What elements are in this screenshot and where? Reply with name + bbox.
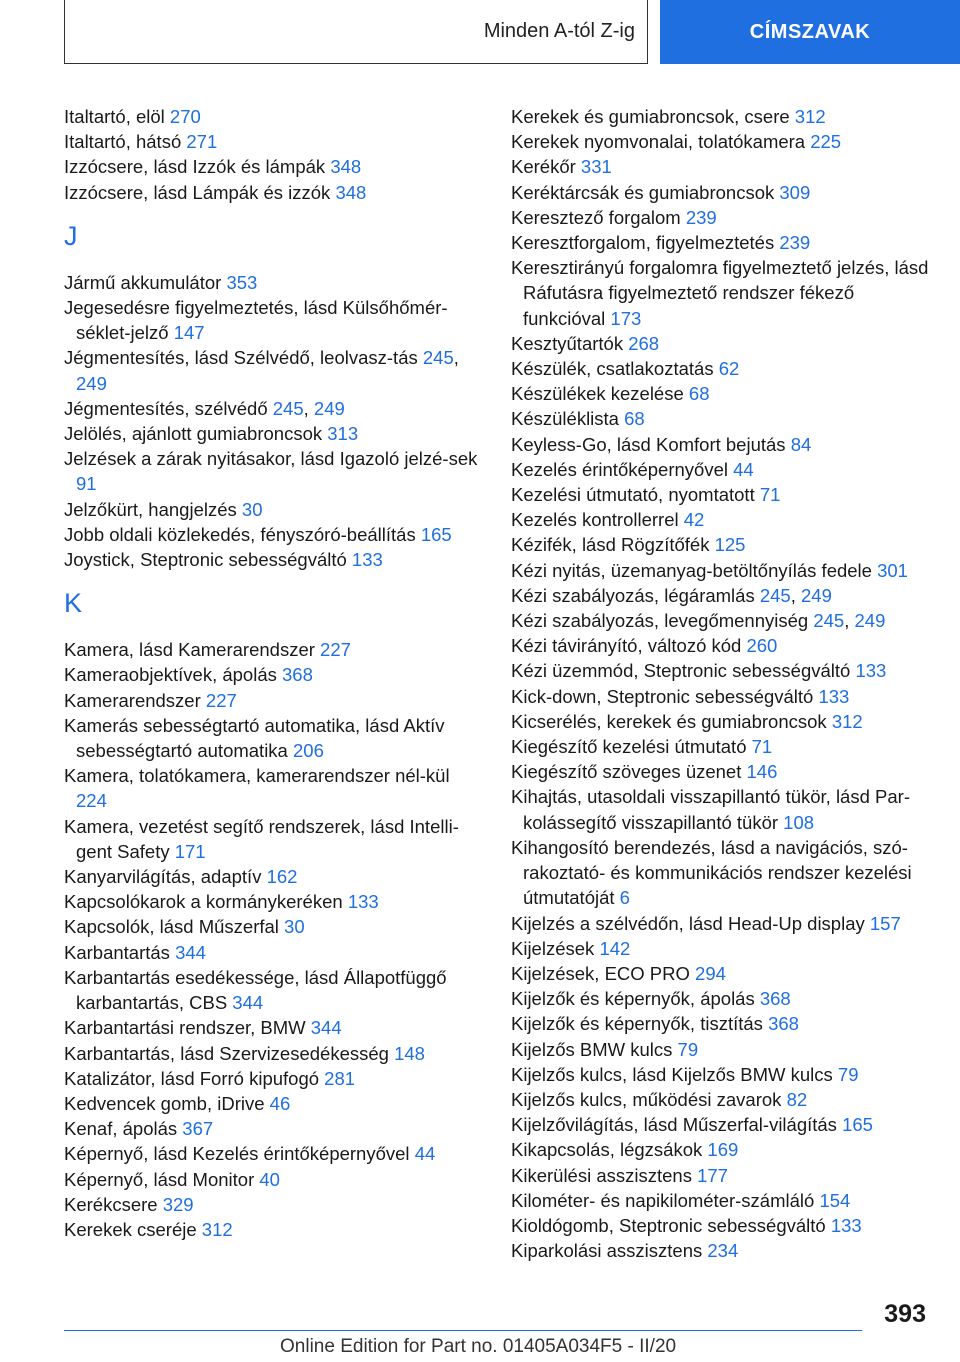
index-entry [511,532,941,557]
index-entry-term: Keresztirányú forgalomra figyelmeztető jelzés, lásd Ráfutásra figyelmeztető rendszer fékező funkcióval [511,257,929,329]
index-entry-term: Kapcsolókarok a kormánykeréken [64,891,348,913]
index-letter-heading: J [64,220,78,251]
page-reference-link[interactable]: 165 [420,523,452,545]
index-entry [64,1116,484,1141]
index-entry-term: Kikapcsolás, légzsákok [511,1139,708,1161]
page-reference-link[interactable]: 79 [837,1063,859,1085]
page-reference-link[interactable]: 245 [422,347,454,369]
index-entry [511,835,941,911]
index-entry [511,331,941,356]
index-entry [511,1087,941,1112]
page-reference-link[interactable]: 154 [819,1189,851,1211]
index-entry [64,889,484,914]
index-entry-term: Karbantartás esedékessége, lásd Állapotfüggő karbantartás, CBS [64,966,447,1014]
page-reference-link[interactable]: 268 [628,332,660,354]
index-entry [511,759,941,784]
index-entry-term: Kijelzős kulcs, működési zavarok [511,1088,787,1110]
page-reference-link[interactable]: 367 [182,1118,214,1140]
index-entry-term: Képernyő, lásd Kezelés érintőképernyővel [64,1143,415,1165]
page-reference-link[interactable]: 270 [169,106,201,127]
index-entry [511,1011,941,1036]
page-reference-link[interactable]: 44 [414,1143,436,1165]
index-entry-term: Készüléklista [511,408,625,430]
index-entry [511,1037,941,1062]
index-entry-term: Kihangosító berendezés, lásd a navigációs, szó-rakoztató- és kommunikációs rendszer kezelési útmutatóját [511,836,912,909]
page-reference-link[interactable]: 245 [272,397,304,419]
page-reference-link[interactable]: 133 [830,1214,862,1236]
page-reference-link[interactable]: 344 [232,992,264,1014]
index-entry-term: Jégmentesítés, szélvédő [64,397,273,419]
index-entry [511,457,941,482]
index-entry-term: Karbantartási rendszer, BMW [64,1017,311,1039]
index-entry-term: Izzócsere, lásd Lámpák és izzók [64,181,336,203]
index-entry-term: Kihajtás, utasoldali visszapillantó tükör, lásd Par-kolássegítő visszapillantó tükör [511,786,910,833]
index-entry [511,205,941,230]
index-entry [511,129,941,154]
page-reference-link[interactable]: 162 [266,866,298,888]
index-entry [511,1062,941,1087]
index-entry-term: Jelzések a zárak nyitásakor, lásd Igazoló jelzé-sek [64,448,478,470]
index-entry-term: Keréktárcsák és gumiabroncsok [511,181,780,203]
index-entry [511,104,941,129]
footer-divider [64,1330,862,1331]
page-reference-link[interactable]: 312 [794,106,826,127]
index-entry [64,295,484,345]
index-entry [511,1238,941,1263]
index-entry-term: Kapcsolók, lásd Műszerfal [64,916,285,938]
index-entry-term: Kerekek és gumiabroncsok, csere [511,106,795,127]
page-reference-link[interactable]: 6 [619,887,630,909]
page-reference-link[interactable]: 245 [759,584,791,606]
index-entry-term: Kijelzés a szélvédőn, lásd Head-Up display [511,912,870,934]
index-entry-term: Kicserélés, kerekek és gumiabroncsok [511,710,832,732]
index-entry-term: Jegesedésre figyelmeztetés, lásd Külsőhőmér-séklet-jelző [64,297,448,344]
index-entry-term: Kezelés kontrollerrel [511,509,684,531]
index-entry [511,482,941,507]
page-reference-link[interactable]: 42 [683,509,705,531]
index-entry-term: Karbantartás, lásd Szervizesedékesség [64,1042,395,1064]
page-reference-link[interactable]: 108 [783,811,815,833]
page-reference-link[interactable]: 281 [324,1067,356,1089]
index-entry [511,911,941,936]
page-reference-link[interactable]: 313 [327,423,359,445]
page-reference-link[interactable]: 206 [293,740,324,762]
index-entry-term: Keyless-Go, lásd Komfort bejutás [511,433,791,455]
page-reference-link[interactable]: 368 [759,988,791,1010]
index-entry [64,421,484,446]
page-reference-link[interactable]: 177 [697,1164,728,1186]
index-entry [511,961,941,986]
page-reference-link[interactable]: 30 [241,498,263,520]
page-reference-link[interactable]: 146 [746,761,778,783]
page-reference-link[interactable]: 301 [877,559,908,581]
index-entry [511,1137,941,1162]
index-entry-term: Kijelzős BMW kulcs [511,1038,678,1060]
index-entry [511,432,941,457]
index-entry [511,356,941,381]
page-reference-link[interactable]: 68 [688,383,710,405]
page-reference-link[interactable]: 91 [76,473,97,495]
index-entry [64,1041,484,1066]
index-entry-term: Kamera, tolatókamera, kamerarendszer nél-kül [64,765,450,787]
index-entry [64,864,484,889]
index-entry-term: Kézi nyitás, üzemanyag-betöltőnyílás fedele [511,559,878,581]
index-entry-term: Kijelzések, ECO PRO [511,962,696,984]
index-entry [511,1213,941,1238]
index-entry-term: Kezelés érintőképernyővel [511,458,734,480]
index-entry-term: Jármű akkumulátor [64,271,227,293]
index-entry [511,784,941,834]
index-entry [64,1091,484,1116]
index-entry [511,684,941,709]
page-reference-link[interactable]: 271 [186,131,218,153]
index-entry [511,658,941,683]
index-entry-term: Kijelzők és képernyők, ápolás [511,988,760,1010]
index-entry [511,1188,941,1213]
index-entry [64,104,484,129]
index-entry: Kézi szabályozás, légáramlás 245, 249 [511,584,832,606]
index-entry [511,180,941,205]
page-reference-link[interactable]: 169 [707,1139,739,1161]
page-reference-link[interactable]: 44 [733,458,754,480]
page-reference-link[interactable]: 171 [174,840,206,862]
page-reference-link[interactable]: 71 [751,736,773,758]
index-entry [511,558,941,583]
index-entry [64,270,484,295]
index-entry-term: Kioldógomb, Steptronic sebességváltó [511,1214,831,1236]
index-entry [64,446,484,496]
index-entry-term: Karbantartás [64,941,176,963]
page-reference-link[interactable]: 309 [779,181,811,203]
page-reference-link[interactable]: 84 [790,433,812,455]
index-entry-term: Kamerarendszer [64,689,206,711]
index-entry [64,154,484,179]
page-reference-link[interactable]: 165 [842,1114,873,1136]
index-column-left [64,104,484,1242]
index-entry-term: Kedvencek gomb, iDrive [64,1092,270,1114]
index-entry [511,406,941,431]
page-reference-link[interactable]: 353 [226,271,258,293]
page-reference-link[interactable]: 227 [205,689,237,711]
index-entry-term: Kijelzések [511,937,600,959]
page-reference-link[interactable]: 249 [76,372,107,394]
page-reference-link[interactable]: 79 [677,1038,699,1060]
index-entry [64,1015,484,1040]
index-entry [511,154,941,179]
page-reference-link[interactable]: 368 [282,664,313,686]
page-reference-link[interactable]: 249 [313,397,345,419]
index-entry-term: Kézi szabályozás, levegőmennyiség [511,610,814,632]
page-reference-link[interactable]: 368 [768,1013,799,1035]
page-reference-link[interactable]: 147 [173,322,205,344]
page-reference-link[interactable]: 249 [801,584,832,606]
index-entry [64,1217,484,1242]
page-reference-link[interactable]: 260 [746,635,778,657]
index-entry [511,255,941,331]
index-entry-term: Izzócsere, lásd Izzók és lámpák [64,156,331,178]
index-entry-term: Kezelési útmutató, nyomtatott [511,484,760,506]
page-reference-link[interactable]: 227 [320,639,351,661]
index-entry [511,986,941,1011]
page-reference-link[interactable]: 249 [854,610,886,632]
index-entry-term: Készülék, csatlakoztatás [511,358,719,380]
index-entry-term: Kikerülési asszisztens [511,1164,698,1186]
page-reference-link[interactable]: 348 [335,181,367,203]
index-entry-term: Képernyő, lásd Monitor [64,1168,260,1190]
index-entry [64,1192,484,1217]
page-reference-link[interactable]: 329 [162,1193,194,1215]
index-entry-term: Kilométer- és napikilométer-számláló [511,1189,820,1211]
index-column-right [511,104,941,1263]
index-entry [64,662,484,687]
index-entry [511,734,941,759]
index-entry-term: Jelölés, ajánlott gumiabroncsok [64,423,328,445]
page-reference-link[interactable]: 68 [624,408,645,430]
header-section-title: Minden A-tól Z-ig [483,20,635,42]
index-entry [64,547,484,572]
index-entry-term: Keresztező forgalom [511,206,686,228]
index-entry-term: Kesztyűtartók [511,332,629,354]
index-entry-term: Jelzőkürt, hangjelzés [64,498,242,520]
index-entry-term: Jobb oldali közlekedés, fényszóró-beállítás [64,523,421,545]
index-entry-term: Kick-down, Steptronic sebességváltó [511,685,819,707]
index-entry [64,1066,484,1091]
index-entry [64,637,484,662]
page-reference-link[interactable]: 82 [786,1088,808,1110]
index-entry-term: Kerékőr [511,156,581,178]
page-reference-link[interactable]: 245 [813,610,845,632]
index-entry [511,633,941,658]
index-entry [511,381,941,406]
index-entry-term: Kerekek cseréje [64,1218,202,1240]
index-entry [511,1163,941,1188]
index-entry [64,522,484,547]
footer-text: Online Edition for Part no. 01405A034F5 - II/20 [280,1336,677,1357]
index-entry-term: Joystick, Steptronic sebességváltó [64,549,352,571]
page-reference-link[interactable]: 71 [759,484,781,506]
index-entry [511,507,941,532]
index-entry [64,180,484,205]
index-entry-term: Kenaf, ápolás [64,1118,183,1140]
page-reference-link[interactable]: 239 [779,232,811,254]
index-entry [511,936,941,961]
page-reference-link[interactable]: 30 [284,916,305,938]
page-reference-link[interactable]: 148 [394,1042,425,1064]
page-reference-link[interactable]: 331 [580,156,612,178]
index-entry [511,230,941,255]
index-entry-term: Kézi üzemmód, Steptronic sebességváltó [511,660,856,682]
page-reference-link[interactable]: 173 [610,307,642,329]
page-reference-link[interactable]: 344 [175,941,206,963]
index-entry [511,709,941,734]
index-entry-term: Kézifék, lásd Rögzítőfék [511,534,715,556]
header-section-tab [64,0,648,64]
index-entry [64,1141,484,1166]
index-entry-term: Kameraobjektívek, ápolás [64,664,283,686]
index-entry [64,1167,484,1192]
index-entry-term: Kijelzővilágítás, lásd Műszerfal-világítás [511,1114,843,1136]
index-entry-term: Kézi távirányító, változó kód [511,635,747,657]
index-entry-term: Kamera, lásd Kamerarendszer [64,639,321,661]
index-entry [64,814,484,864]
page-reference-link[interactable]: 133 [855,660,887,682]
index-entry-term: Italtartó, elöl [64,106,170,127]
index-entry [64,914,484,939]
page-number: 393 [884,1300,926,1328]
page-reference-link[interactable]: 239 [685,206,717,228]
page-reference-link[interactable]: 344 [310,1017,342,1039]
index-entry-term: Kamerás sebességtartó automatika, lásd Aktív sebességtartó automatika [64,714,445,762]
index-entry [64,713,484,763]
index-entry [64,497,484,522]
page-reference-link[interactable]: 224 [76,790,107,812]
index-entry-term: Kerekek nyomvonalai, tolatókamera [511,131,811,153]
page-reference-link[interactable]: 294 [695,962,726,984]
index-entry-term: Kanyarvilágítás, adaptív [64,866,267,888]
page-reference-link[interactable]: 133 [347,891,379,913]
page-reference-link[interactable]: 46 [269,1092,291,1114]
index-entry [511,1112,941,1137]
page-reference-link[interactable]: 348 [330,156,362,178]
page-reference-link[interactable]: 133 [351,549,383,571]
index-entry: Jégmentesítés, szélvédő 245, 249 [64,397,345,419]
index-entry-term: Katalizátor, lásd Forró kipufogó [64,1067,325,1089]
index-entry-term: Jégmentesítés, lásd Szélvédő, leolvasz-tás [64,347,423,369]
index-entry [64,940,484,965]
page-reference-link[interactable]: 133 [818,685,850,707]
index-entry [64,965,484,1015]
index-entry: Kézi szabályozás, levegőmennyiség 245, 249 [511,610,886,632]
index-entry-term: Kerékcsere [64,1193,163,1215]
index-entry-term: Kamera, vezetést segítő rendszerek, lásd Intelli-gent Safety [64,815,459,862]
index-entry-term: Kijelzős kulcs, lásd Kijelzős BMW kulcs [511,1063,838,1085]
page-reference-link[interactable]: 40 [259,1168,280,1190]
page-reference-link[interactable]: 157 [869,912,901,934]
index-entry [64,763,484,813]
index-entry-term: Kézi szabályozás, légáramlás [511,584,760,606]
index-entry [64,129,484,154]
page-reference-link[interactable]: 312 [201,1218,233,1240]
header-chapter-title: CÍMSZAVAK [749,20,871,43]
index-entry-term: Kijelzők és képernyők, tisztítás [511,1013,769,1035]
header-chapter-tab[interactable] [660,0,960,64]
index-entry-term: Keresztforgalom, figyelmeztetés [511,232,780,254]
index-letter-heading: K [64,588,83,619]
page-reference-link[interactable]: 62 [718,358,740,380]
page-reference-link[interactable]: 234 [707,1240,739,1262]
index-entry [64,688,484,713]
index-entry: Jégmentesítés, lásd Szélvédő, leolvasz-tás 245, 249 [64,347,459,394]
page-reference-link[interactable]: 125 [714,534,746,556]
index-entry-term: Készülékek kezelése [511,383,689,405]
page-reference-link[interactable]: 142 [599,937,631,959]
index-entry-term: Italtartó, hátsó [64,131,187,153]
page-reference-link[interactable]: 312 [831,710,863,732]
page-reference-link[interactable]: 225 [810,131,842,153]
index-entry-term: Kiegészítő szöveges üzenet [511,761,747,783]
index-entry-term: Kiparkolási asszisztens [511,1240,708,1262]
index-entry-term: Kiegészítő kezelési útmutató [511,736,752,758]
